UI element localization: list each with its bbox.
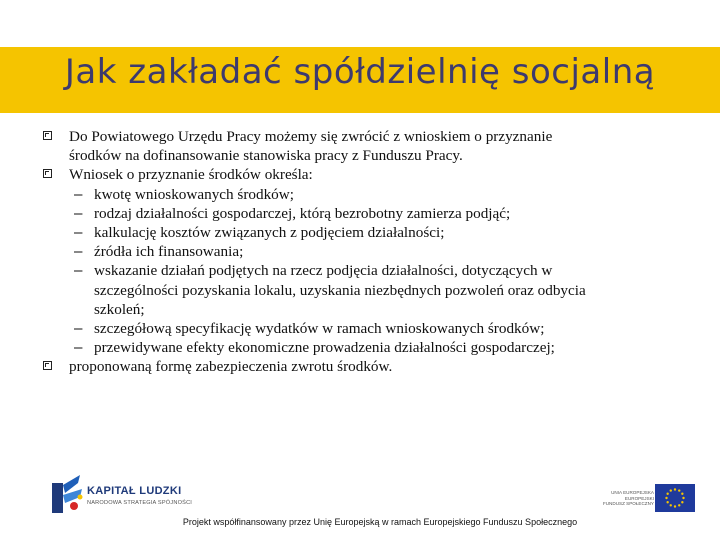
footer-caption: Projekt współfinansowany przez Unię Europejską w ramach Europejskiego Funduszu Społecznego bbox=[182, 517, 578, 527]
dash-bullet: – bbox=[74, 262, 83, 280]
text-line: szkoleń; bbox=[94, 300, 145, 318]
kapital-ludzki-title: KAPITAŁ LUDZKI bbox=[87, 485, 182, 497]
dash-bullet: – bbox=[74, 204, 83, 222]
text-line: Do Powiatowego Urzędu Pracy możemy się zwrócić z wnioskiem o przyznanie bbox=[69, 128, 553, 145]
checkbox-bullet-icon bbox=[43, 131, 52, 140]
sub-item bbox=[42, 319, 682, 338]
text-line: źródła ich finansowania; bbox=[94, 243, 244, 261]
sub-item bbox=[42, 242, 682, 261]
kapital-ludzki-subtitle: NARODOWA STRATEGIA SPÓJNOŚCI bbox=[87, 500, 193, 506]
kapital-ludzki-logo-icon bbox=[50, 473, 86, 515]
slide-content bbox=[42, 127, 682, 377]
dash-bullet: – bbox=[74, 243, 83, 261]
checkbox-bullet-icon bbox=[43, 169, 52, 178]
slide-title: Jak zakładać spółdzielnię socjalną bbox=[64, 52, 656, 92]
dash-bullet: – bbox=[74, 339, 83, 357]
text-line: kalkulację kosztów związanych z podjęciem działalności; bbox=[94, 224, 445, 242]
text-line: przewidywane efekty ekonomiczne prowadzenia działalności gospodarczej; bbox=[94, 339, 555, 357]
text-line: Wniosek o przyznanie środków określa: bbox=[69, 166, 313, 184]
sub-item bbox=[42, 261, 682, 319]
text-line: kwotę wnioskowanych środków; bbox=[94, 185, 294, 203]
text-line: proponowaną formę zabezpieczenia zwrotu środków. bbox=[69, 358, 393, 376]
eu-text-line: EUROPEJSKI bbox=[624, 495, 654, 501]
bullet-item bbox=[42, 127, 682, 165]
eu-text-line: FUNDUSZ SPOŁECZNY bbox=[602, 501, 654, 507]
text-line: szczególności pozyskania lokalu, uzyskania niezbędnych pozwoleń oraz odbycia bbox=[94, 281, 586, 299]
sub-item bbox=[42, 204, 682, 223]
text-line: rodzaj działalności gospodarczej, którą bezrobotny zamierza podjąć; bbox=[94, 204, 511, 222]
eu-fund-label bbox=[598, 490, 654, 507]
eu-flag-icon bbox=[655, 484, 695, 512]
eu-text-line: UNIA EUROPEJSKA bbox=[611, 490, 654, 495]
checkbox-bullet-icon bbox=[43, 361, 52, 370]
dash-bullet: – bbox=[74, 185, 83, 203]
sub-item bbox=[42, 223, 682, 242]
dash-bullet: – bbox=[74, 224, 83, 242]
text-line: wskazanie działań podjętych na rzecz podjęcia działalności, dotyczących w bbox=[94, 262, 553, 280]
sub-item bbox=[42, 185, 682, 204]
sub-item bbox=[42, 338, 682, 357]
text-line: środków na dofinansowanie stanowiska pracy z Funduszu Pracy. bbox=[69, 147, 463, 165]
bullet-item bbox=[42, 165, 682, 184]
dash-bullet: – bbox=[74, 320, 83, 338]
text-line: szczegółową specyfikację wydatków w ramach wnioskowanych środków; bbox=[94, 320, 545, 338]
bullet-item bbox=[42, 357, 682, 376]
